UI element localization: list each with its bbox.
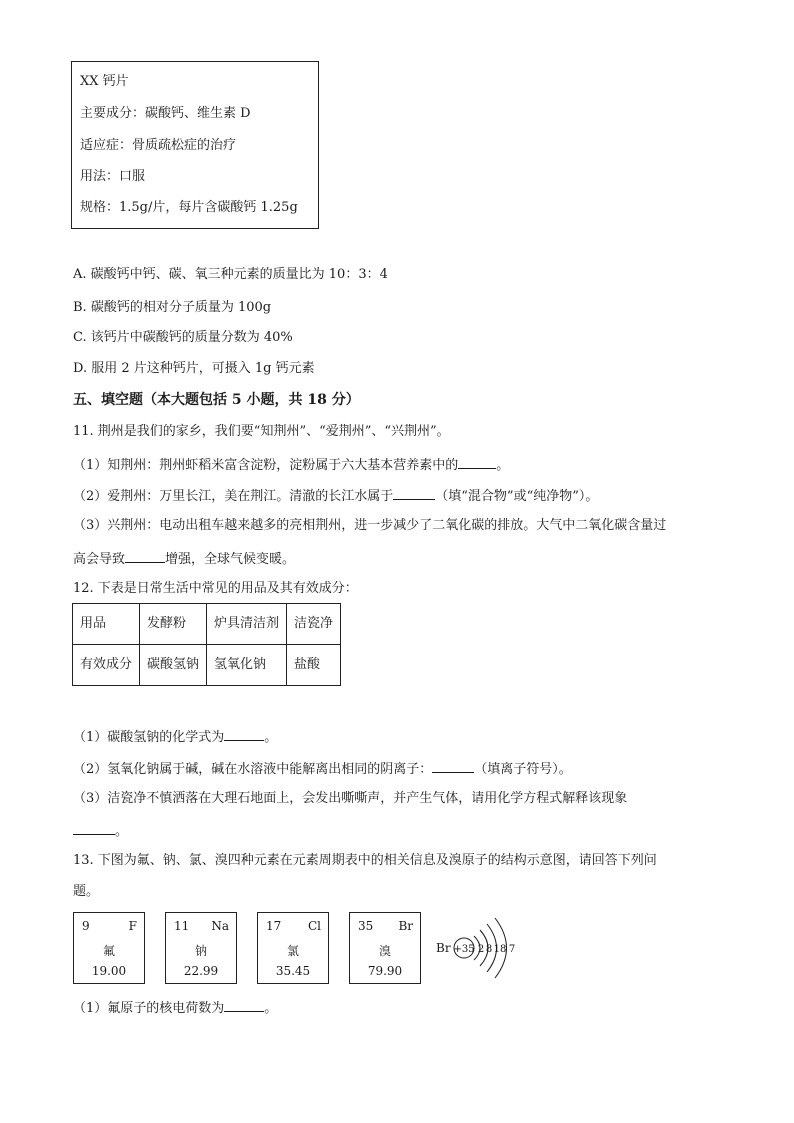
q12-part2-blank[interactable] — [432, 759, 474, 773]
option-b: B. 碳酸钙的相对分子质量为 100g — [73, 300, 272, 315]
q11-part3-text: 高会导致 — [73, 552, 126, 567]
q13-part1 — [73, 998, 277, 1018]
element-card-fluorine — [73, 912, 145, 984]
shell-electron-count: 7 — [508, 944, 516, 955]
q12-part3-blank[interactable] — [73, 821, 115, 835]
q11-part2-text: （2）爱荆州：万里长江，美在荆江。清澈的长江水属于 — [73, 489, 394, 504]
option-d: D. 服用 2 片这种钙片，可摄入 1g 钙元素 — [73, 361, 315, 376]
element-symbol: Br — [398, 919, 413, 933]
atomic-mass: 79.90 — [367, 964, 403, 978]
element-card-chlorine — [257, 912, 329, 984]
medicine-info-box — [71, 61, 319, 229]
q11-part1-end: 。 — [496, 458, 510, 473]
atomic-number: 17 — [266, 919, 282, 933]
element-card-sodium — [165, 912, 237, 984]
shell-electron-count: 18 — [493, 944, 507, 955]
table-cell: 洁瓷净 — [287, 604, 341, 645]
table-cell: 炉具清洁剂 — [207, 604, 287, 645]
q11-part1-blank[interactable] — [458, 455, 496, 469]
table-cell: 盐酸 — [287, 645, 341, 686]
q13-stem-line1: 13. 下图为氟、钠、氯、溴四种元素在元素周期表中的相关信息及溴原子的结构示意图，请回答下列问 — [73, 853, 657, 868]
table-cell: 碳酸氢钠 — [140, 645, 207, 686]
q12-part2 — [73, 759, 572, 779]
q11-part1 — [73, 455, 509, 475]
section-title: 五、填空题（本大题包括 5 小题，共 18 分） — [73, 392, 360, 408]
q11-stem: 11. 荆州是我们的家乡，我们要“知荆州”、“爱荆州”、“兴荆州”。 — [73, 424, 450, 439]
usage-table — [72, 603, 341, 686]
q12-part3-line2 — [73, 821, 128, 841]
shell-electron-count: 8 — [485, 944, 493, 955]
q13-stem-line2: 题。 — [73, 884, 100, 899]
element-name: 钠 — [194, 944, 207, 958]
q13-part1-end: 。 — [264, 1001, 278, 1016]
q11-part1-text: （1）知荆州：荆州虾稻米富含淀粉，淀粉属于六大基本营养素中的 — [73, 458, 459, 473]
q13-part1-blank[interactable] — [224, 998, 264, 1012]
atomic-mass: 35.45 — [275, 964, 311, 978]
q12-part1-blank[interactable] — [224, 727, 264, 741]
element-symbol: Na — [211, 919, 229, 933]
medicine-spec: 规格：1.5g/片，每片含碳酸钙 1.25g — [80, 200, 298, 215]
atom-symbol: Br — [436, 941, 451, 955]
table-cell: 用品 — [73, 604, 140, 645]
shell-electron-count: 2 — [477, 944, 485, 955]
option-c: C. 该钙片中碳酸钙的质量分数为 40% — [73, 330, 293, 345]
atomic-mass: 19.00 — [91, 964, 127, 978]
bromine-atom-structure-diagram — [434, 912, 524, 984]
q12-part2-end: （填离子符号）。 — [474, 762, 572, 777]
q12-part3-end: 。 — [115, 824, 129, 839]
q11-part2-end: （填“混合物”或“纯净物”）。 — [435, 489, 599, 504]
nucleus-charge: +35 — [453, 944, 475, 955]
medicine-name: XX 钙片 — [80, 74, 129, 89]
element-name: 氟 — [102, 944, 115, 958]
q12-part1-text: （1）碳酸氢钠的化学式为 — [73, 730, 225, 745]
q13-part1-text: （1）氟原子的核电荷数为 — [73, 1001, 225, 1016]
q12-stem: 12. 下表是日常生活中常见的用品及其有效成分： — [73, 581, 358, 596]
element-symbol: F — [128, 919, 137, 933]
q11-part3-blank[interactable] — [125, 549, 165, 563]
table-row — [73, 645, 341, 686]
element-symbol: Cl — [307, 919, 321, 933]
element-name: 氯 — [286, 944, 299, 958]
q11-part2-blank[interactable] — [393, 486, 435, 500]
table-row — [73, 604, 341, 645]
q11-part3-line1: （3）兴荆州：电动出租车越来越多的亮相荆州，进一步减少了二氧化碳的排放。大气中二氧化碳含量过 — [73, 518, 667, 533]
atomic-mass: 22.99 — [183, 964, 219, 978]
q12-part1 — [73, 727, 277, 747]
option-a: A. 碳酸钙中钙、碳、氧三种元素的质量比为 10：3：4 — [73, 267, 388, 282]
element-name: 溴 — [378, 944, 391, 958]
q11-part3-end: 增强，全球气候变暖。 — [165, 552, 296, 567]
q12-part1-end: 。 — [264, 730, 278, 745]
medicine-usage: 用法：口服 — [80, 169, 146, 184]
table-cell: 发酵粉 — [140, 604, 207, 645]
atomic-number: 11 — [174, 919, 190, 933]
table-cell: 有效成分 — [73, 645, 140, 686]
atomic-number: 35 — [358, 919, 374, 933]
element-card-bromine — [349, 912, 421, 984]
q11-part3-line2 — [73, 549, 295, 569]
medicine-ingredients: 主要成分：碳酸钙、维生素 D — [80, 106, 251, 121]
atomic-number: 9 — [82, 919, 90, 933]
q12-part2-text: （2）氢氧化钠属于碱，碱在水溶液中能解离出相同的阴离子： — [73, 762, 433, 777]
q12-part3-line1: （3）洁瓷净不慎洒落在大理石地面上，会发出嘶嘶声，并产生气体，请用化学方程式解释该现象 — [73, 791, 628, 806]
q11-part2 — [73, 486, 598, 506]
table-cell: 氢氧化钠 — [207, 645, 287, 686]
medicine-indication: 适应症：骨质疏松症的治疗 — [80, 138, 237, 153]
